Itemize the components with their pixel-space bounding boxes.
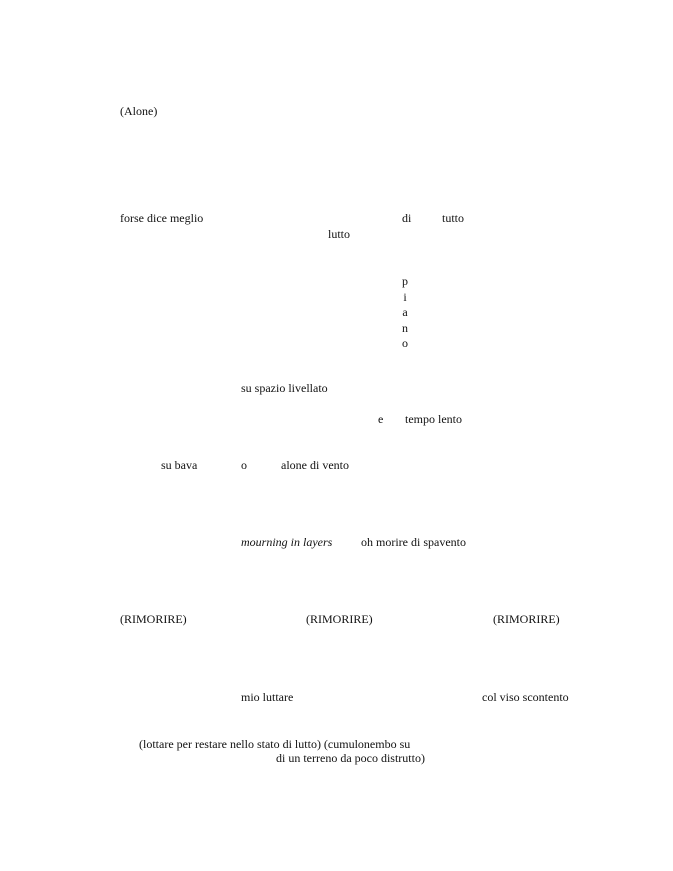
- text-tempo-lento: tempo lento: [405, 412, 462, 426]
- text-rimorire-2: (RIMORIRE): [306, 612, 373, 626]
- text-mourning-in-layers: mourning in layers: [241, 535, 333, 549]
- letter-i: i: [403, 289, 407, 304]
- letter-n: n: [402, 320, 408, 335]
- text-rimorire-1: (RIMORIRE): [120, 612, 187, 626]
- closing-parenthetical: [139, 737, 425, 765]
- text-tutto: tutto: [442, 211, 465, 225]
- text-rimorire-3: (RIMORIRE): [493, 612, 560, 626]
- closing-line-1: (lottare per restare nello stato di lutto) (cumulonembo su: [139, 737, 411, 751]
- text-su-bava: su bava: [161, 458, 198, 472]
- vertical-word-piano: [400, 274, 410, 352]
- text-lutto: lutto: [328, 227, 351, 241]
- text-mio-luttare: mio luttare: [241, 690, 294, 704]
- text-su-spazio-livellato: su spazio livellato: [241, 381, 328, 395]
- letter-o: o: [402, 336, 408, 351]
- poem-title: (Alone): [120, 104, 158, 118]
- letter-p: p: [402, 274, 408, 288]
- text-di: di: [402, 211, 412, 225]
- closing-line-2: di un terreno da poco distrutto): [276, 751, 425, 765]
- text-e: e: [378, 412, 384, 426]
- text-alone-di-vento: alone di vento: [281, 458, 349, 472]
- text-oh-morire-di-spavento: oh morire di spavento: [361, 535, 466, 549]
- text-col-viso-scontento: col viso scontento: [482, 690, 569, 704]
- text-o: o: [241, 458, 247, 472]
- text-forse-dice-meglio: forse dice meglio: [120, 211, 204, 225]
- letter-a: a: [402, 305, 408, 320]
